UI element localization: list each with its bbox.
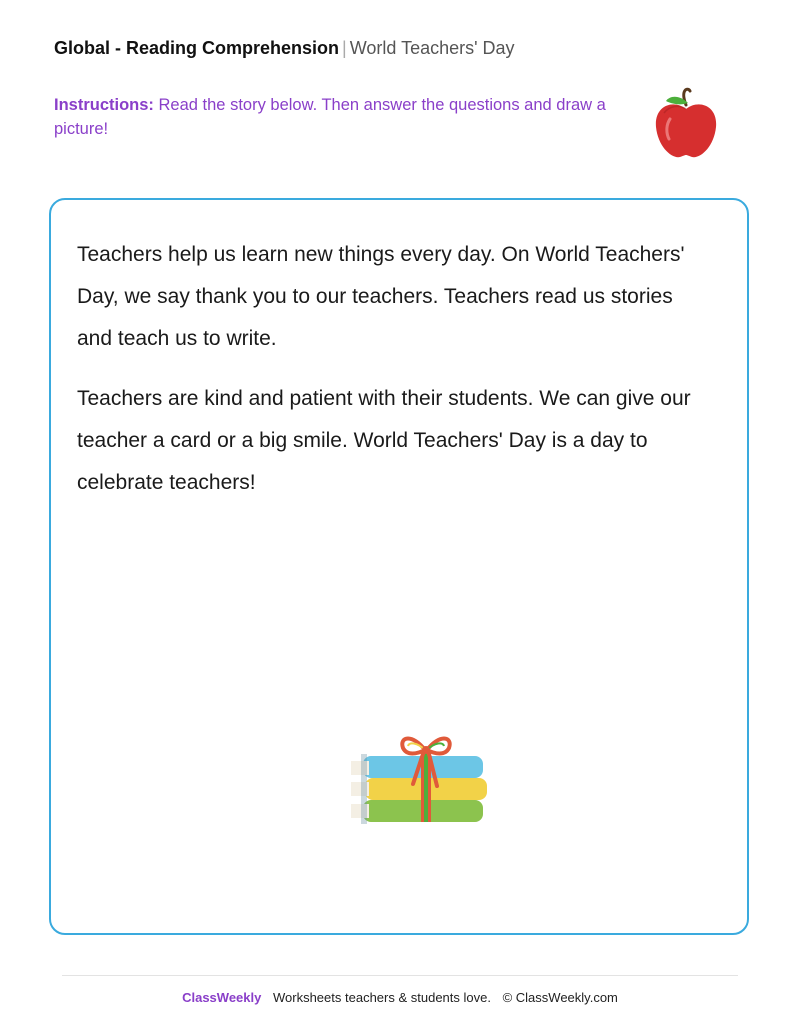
instructions	[54, 93, 614, 141]
worksheet-header	[54, 37, 515, 59]
books-with-ribbon-icon	[313, 728, 493, 828]
worksheet-topic: World Teachers' Day	[349, 38, 515, 58]
instructions-text: Read the story below. Then answer the questions and draw a picture!	[54, 96, 606, 138]
apple-icon	[650, 85, 722, 161]
footer-brand: ClassWeekly	[182, 990, 262, 1005]
instructions-label: Instructions:	[54, 96, 154, 114]
story-paragraph: Teachers are kind and patient with their students. We can give our teacher a card or a big smile. World Teachers' Day is a day to celebrate teachers!	[77, 387, 691, 494]
story-paragraph: Teachers help us learn new things every day. On World Teachers' Day, we say thank you to our teachers. Teachers read us stories and teach us to write.	[77, 243, 685, 350]
worksheet-subject: Global - Reading Comprehension	[54, 38, 340, 58]
footer-copyright: © ClassWeekly.com	[502, 990, 618, 1005]
footer	[0, 990, 800, 1005]
story-text	[77, 234, 697, 522]
story-box	[49, 198, 749, 935]
footer-tagline: Worksheets teachers & students love.	[272, 990, 491, 1005]
header-separator: |	[342, 38, 347, 58]
footer-divider	[62, 975, 738, 976]
